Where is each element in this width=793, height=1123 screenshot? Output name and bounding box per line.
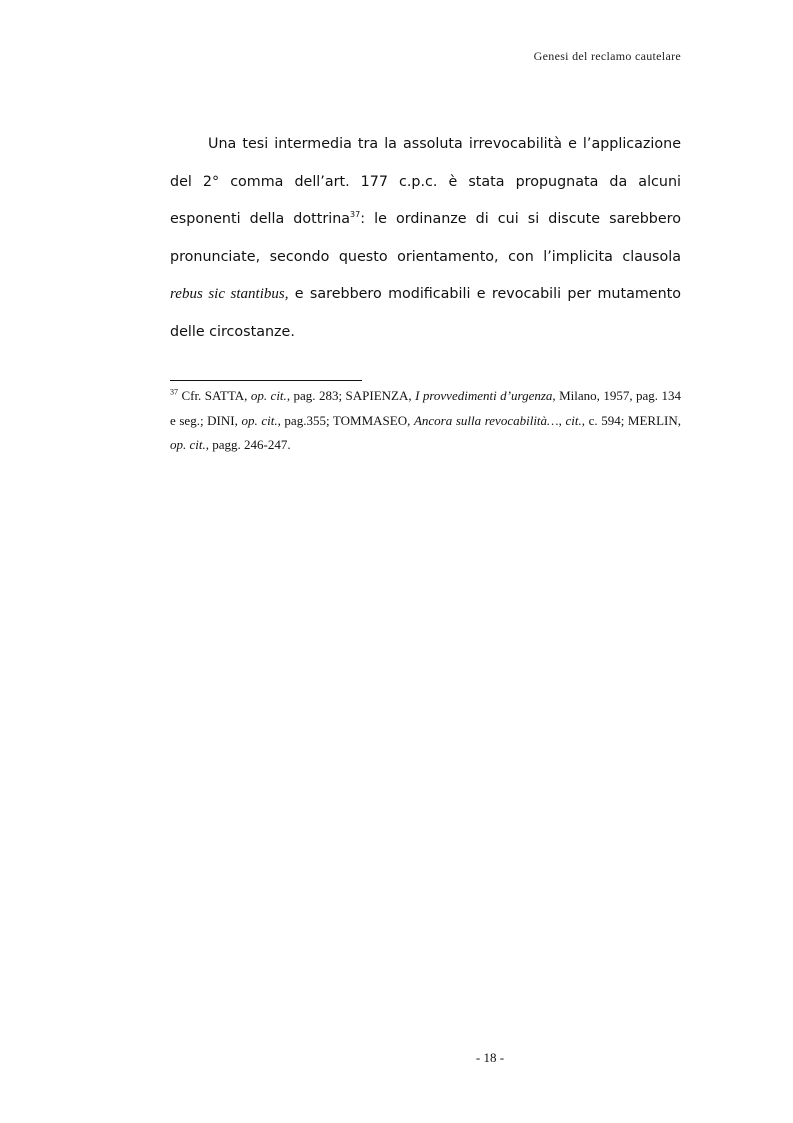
body-text-part-2: : le ordinanze di cui si discute sarebbero pronunciate, secondo questo orientamento, con l’implicita clausola — [170, 211, 681, 265]
footnote-text: , pagg. 246-247. — [205, 437, 291, 452]
footnote-text: , pag. 283; SAPIENZA, — [286, 388, 416, 403]
footnote-citation-italic: op. cit. — [170, 437, 206, 452]
footnote-text: Cfr. SATTA, — [178, 388, 251, 403]
latin-phrase: rebus sic stantibus, — [170, 286, 289, 302]
body-text-part-3: e sarebbero modificabili e revocabili per mutamento delle circostanze. — [170, 286, 681, 340]
footnote-citation-italic: I provvedimenti d’urgenza — [415, 388, 553, 403]
footnote-citation-italic: cit. — [565, 412, 582, 428]
footnote-text: , Milano, 1957, pag. 134 e seg.; DINI, — [170, 388, 682, 428]
footnote-reference-37[interactable]: 37 — [350, 210, 361, 220]
footnote-citation-italic: op. cit. — [241, 412, 278, 428]
footnote-citation-italic: op. cit. — [250, 388, 287, 403]
page-number: - 18 - — [475, 1050, 505, 1065]
body-paragraph — [170, 126, 681, 351]
footnote-citation-italic: Ancora sulla revocabilità… — [413, 412, 559, 428]
footnote-separator — [170, 380, 362, 381]
running-header: Genesi del reclamo cautelare — [533, 49, 681, 63]
footnote-text: , c. 594; MERLIN, — [581, 412, 681, 428]
footnote-text: , — [558, 412, 566, 428]
footnote-number: 37 — [170, 387, 178, 397]
footnote-37 — [170, 384, 681, 458]
body-text-part-1: Una tesi intermedia tra la assoluta irrevocabilità e l’applicazione del 2° comma dell’art. 177 c.p.c. è stata propugnata da alcuni esponenti della dottrina — [170, 136, 681, 227]
footnote-text: , pag.355; TOMMASEO, — [277, 412, 414, 428]
